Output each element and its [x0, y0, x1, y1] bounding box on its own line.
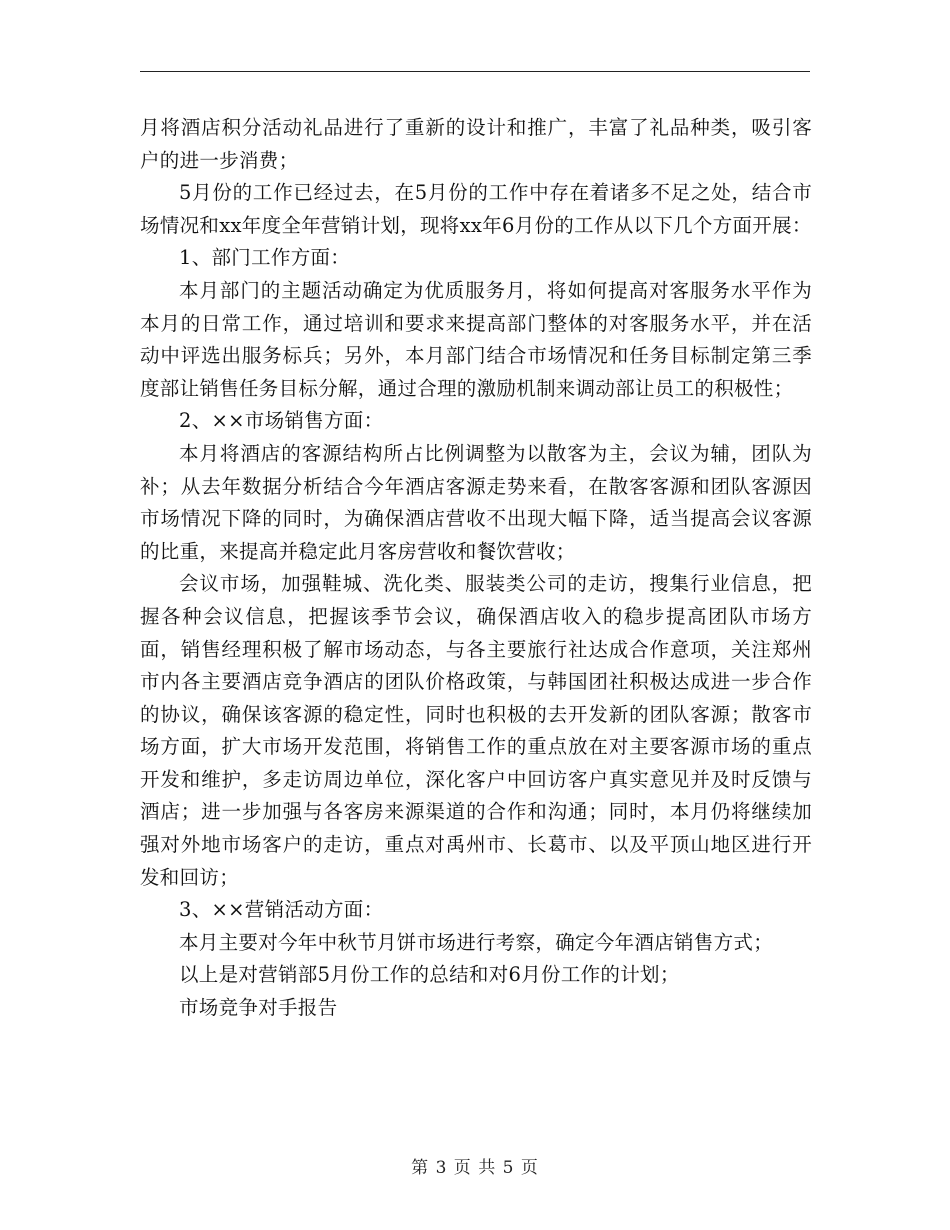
paragraph-conference-market: 会议市场，加强鞋城、洗化类、服装类公司的走访，搜集行业信息，把握各种会议信息，把握该季节会议，确保酒店收入的稳步提高团队市场方面，销售经理积极了解市场动态，与各主要旅行社达成合作意项，关注郑州市内各主要酒店竞争酒店的团队价格政策，与韩国团社积极达成进一步合作的协议，确保该客源的稳定性，同时也积极的去开发新的团队客源；散客市场方面，扩大市场开发范围，将销售工作的重点放在对主要客源市场的重点开发和维护，多走访周边单位，深化客户中回访客户真实意见并及时反馈与酒店；进一步加强与各客房来源渠道的合作和沟通；同时，本月仍将继续加强对外地市场客户的走访，重点对禹州市、长葛市、以及平顶山地区进行开发和回访；: [140, 572, 812, 889]
paragraph-marketing-activity: 本月主要对今年中秋节月饼市场进行考察，确定今年酒店销售方式；: [179, 930, 774, 954]
paragraph-competitor-report: 市场竞争对手报告: [179, 996, 338, 1020]
document-body: [140, 112, 812, 1025]
paragraph-summary: 以上是对营销部5月份工作的总结和对6月份工作的计划；: [179, 963, 680, 987]
header-rule: [140, 71, 810, 72]
section-heading-market-sales: 2、××市场销售方面：: [179, 409, 384, 433]
section-heading-marketing-activity: 3、××营销活动方面：: [179, 898, 384, 922]
paragraph-department: 本月部门的主题活动确定为优质服务月，将如何提高对客服务水平作为本月的日常工作，通过培训和要求来提高部门整体的对客服务水平，并在活动中评选出服务标兵；另外，本月部门结合市场情况和任务目标制定第三季度部让销售任务目标分解，通过合理的激励机制来调动部让员工的积极性；: [140, 278, 812, 400]
section-heading-department: 1、部门工作方面：: [179, 246, 351, 270]
paragraph-intro: 5月份的工作已经过去，在5月份的工作中存在着诸多不足之处，结合市场情况和xx年度全年营销计划，现将xx年6月份的工作从以下几个方面开展：: [140, 181, 812, 237]
paragraph-market-sales: 本月将酒店的客源结构所占比例调整为以散客为主，会议为辅，团队为补；从去年数据分析结合今年酒店客源走势来看，在散客客源和团队客源因市场情况下降的同时，为确保酒店营收不出现大幅下降，适当提高会议客源的比重，来提高并稳定此月客房营收和餐饮营收；: [140, 441, 812, 563]
page-number-footer: 第 3 页 共 5 页: [411, 1158, 539, 1178]
paragraph-continuation: 月将酒店积分活动礼品进行了重新的设计和推广，丰富了礼品种类，吸引客户的进一步消费；: [140, 116, 812, 172]
